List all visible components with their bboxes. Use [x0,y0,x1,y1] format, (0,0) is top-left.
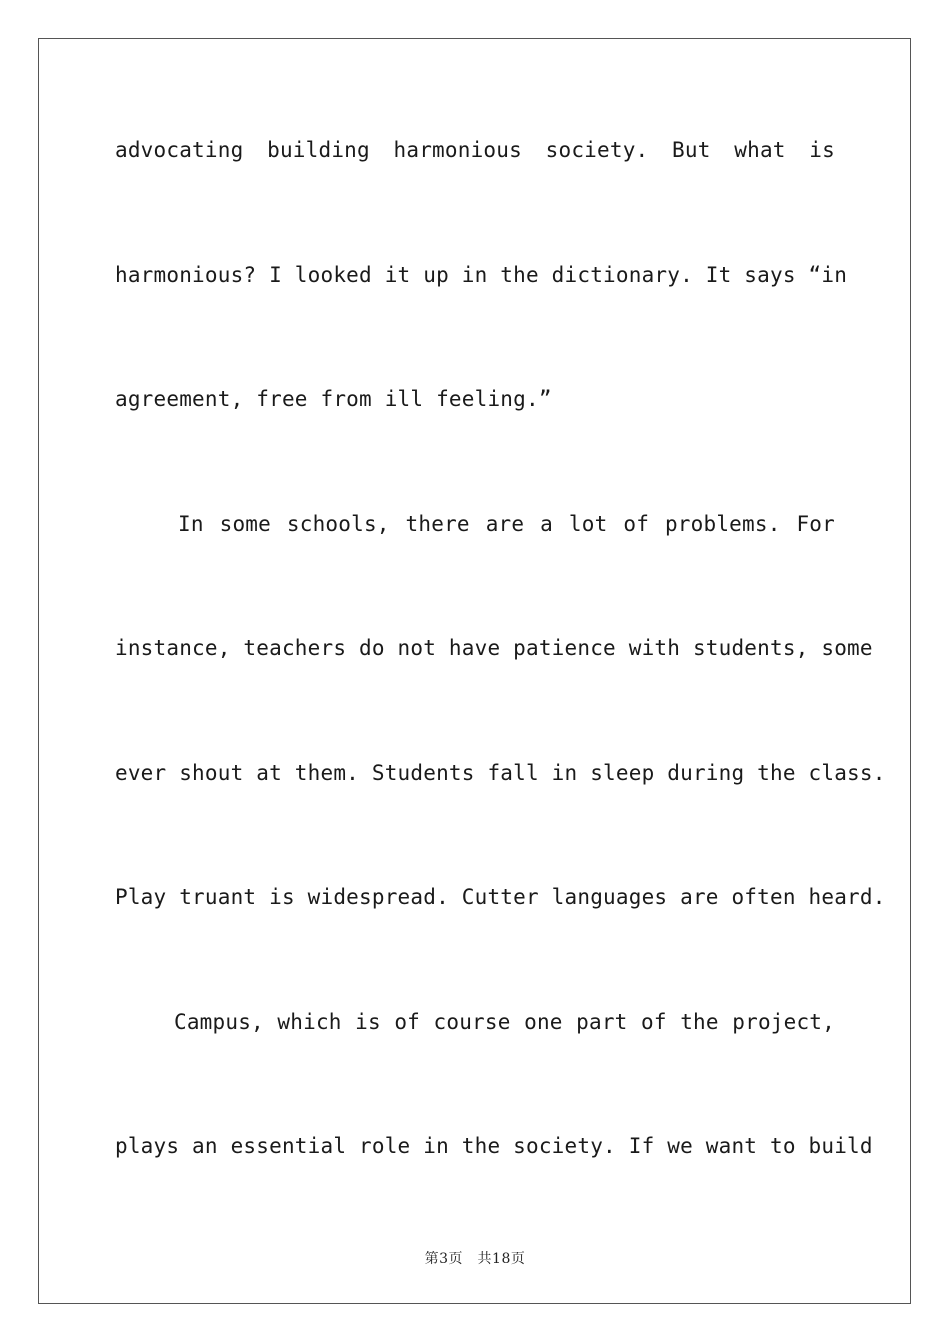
page-number-footer: 第3页 共18页 [424,1251,526,1267]
text-line: In some schools, there are a lot of problems. For [178,512,835,536]
text-line: harmonious? I looked it up in the dictionary. It says “in [115,263,848,287]
text-line: Play truant is widespread. Cutter languages are often heard. [115,885,886,909]
page-frame [38,38,911,1304]
text-line: plays an essential role in the society. If we want to build [115,1134,873,1158]
text-line: ever shout at them. Students fall in sleep during the class. [115,761,886,785]
text-line: agreement, free from ill feeling.” [115,387,552,411]
text-line: instance, teachers do not have patience with students, some [115,636,873,660]
text-line: Campus, which is of course one part of the project, [174,1010,835,1034]
text-line: advocating building harmonious society. But what is [115,138,835,162]
